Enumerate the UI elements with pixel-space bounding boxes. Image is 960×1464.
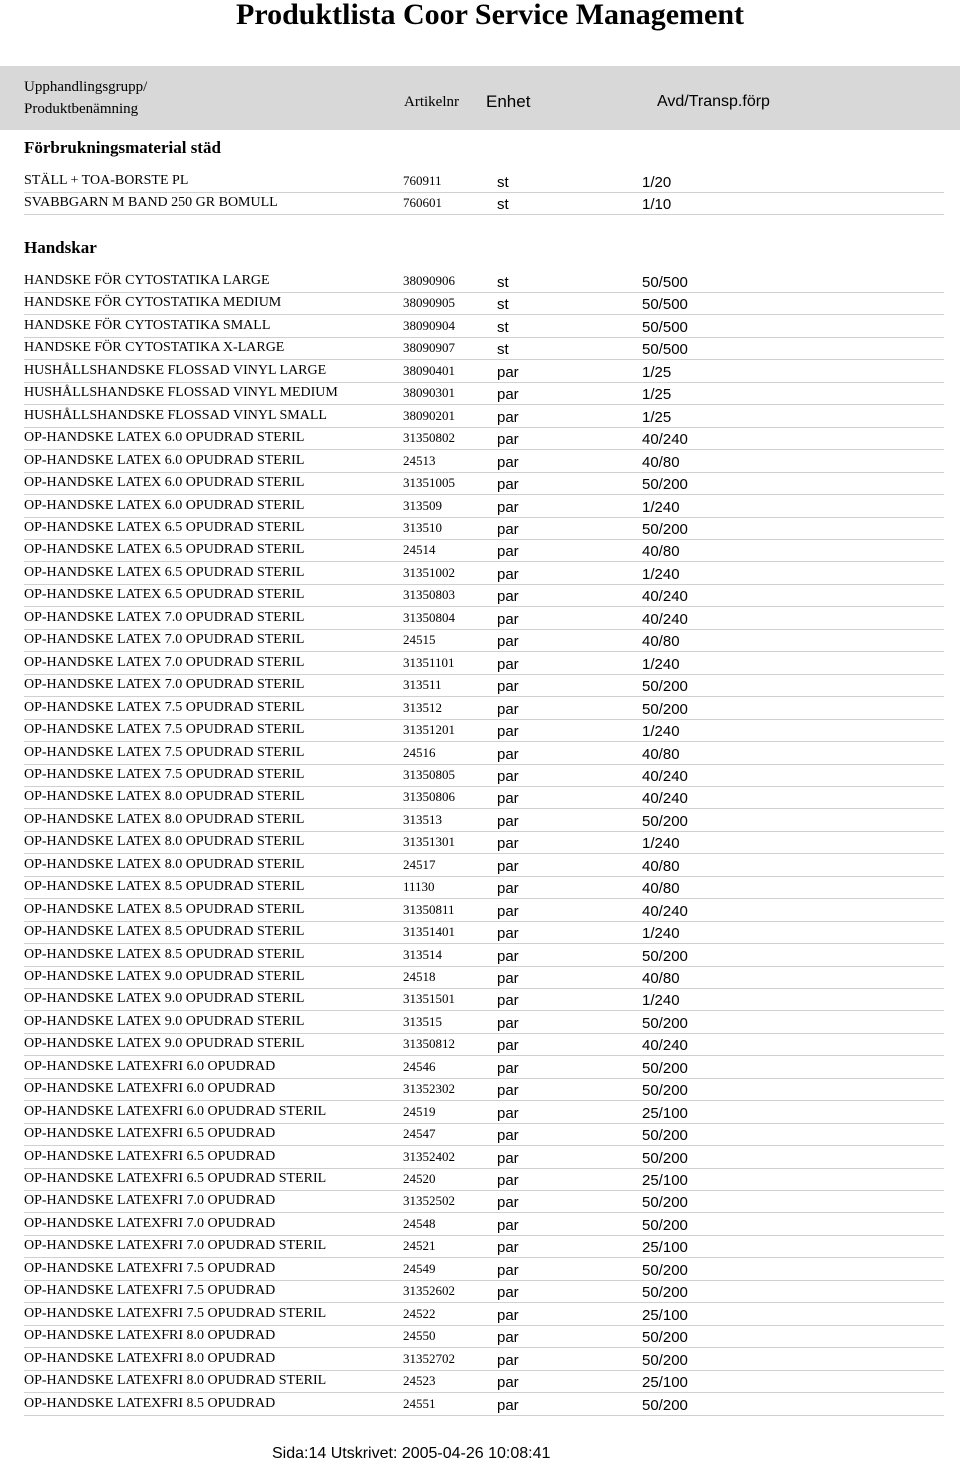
- article-number: 31352302: [403, 1081, 455, 1097]
- pack-size: 1/240: [642, 723, 680, 740]
- table-row: [24, 495, 944, 518]
- unit: par: [497, 655, 519, 673]
- unit: par: [497, 1396, 519, 1414]
- pack-size: 25/100: [642, 1374, 688, 1391]
- article-number: 313509: [403, 497, 442, 513]
- article-number: 31352602: [403, 1283, 455, 1299]
- unit: par: [497, 521, 519, 538]
- product-name: OP-HANDSKE LATEX 6.5 OPUDRAD STERIL: [24, 564, 305, 580]
- pack-size: 50/200: [642, 1127, 688, 1145]
- table-row: [24, 966, 944, 989]
- product-name: HUSHÅLLSHANDSKE FLOSSAD VINYL SMALL: [24, 407, 327, 423]
- product-name: OP-HANDSKE LATEXFRI 6.0 OPUDRAD: [24, 1058, 276, 1074]
- table-row: [24, 539, 944, 562]
- unit: par: [497, 969, 519, 987]
- article-number: 31350802: [403, 430, 455, 446]
- pack-size: 40/80: [642, 543, 680, 561]
- pack-size: 1/25: [642, 363, 672, 381]
- product-name: OP-HANDSKE LATEX 6.0 OPUDRAD STERIL: [24, 452, 305, 468]
- pack-size: 40/80: [642, 880, 680, 898]
- product-name: OP-HANDSKE LATEXFRI 6.5 OPUDRAD: [24, 1126, 276, 1142]
- pack-size: 50/200: [642, 1014, 688, 1032]
- table-row: [24, 944, 944, 967]
- table-row: [24, 1370, 944, 1393]
- table-row: [24, 270, 944, 293]
- product-name: OP-HANDSKE LATEX 9.0 OPUDRAD STERIL: [24, 968, 305, 984]
- article-number: 31351301: [403, 834, 455, 850]
- product-name: OP-HANDSKE LATEXFRI 7.0 OPUDRAD: [24, 1193, 276, 1209]
- unit: st: [497, 341, 509, 359]
- product-name: OP-HANDSKE LATEX 6.5 OPUDRAD STERIL: [24, 542, 305, 558]
- pack-size: 50/200: [642, 1351, 688, 1369]
- table-row: [24, 1190, 944, 1213]
- pack-size: 40/240: [642, 610, 688, 628]
- table-row: [24, 786, 944, 809]
- pack-size: 25/100: [642, 1104, 688, 1122]
- product-name: OP-HANDSKE LATEX 8.0 OPUDRAD STERIL: [24, 811, 305, 827]
- table-row: [24, 1078, 944, 1101]
- pack-size: 50/500: [642, 341, 688, 359]
- table-row: [24, 1280, 944, 1303]
- pack-size: 40/240: [642, 902, 688, 920]
- article-number: 31350803: [403, 587, 455, 603]
- product-name: OP-HANDSKE LATEX 8.5 OPUDRAD STERIL: [24, 879, 305, 895]
- unit: par: [497, 1082, 519, 1100]
- unit: par: [497, 1194, 519, 1212]
- pack-size: 50/200: [642, 1149, 688, 1167]
- article-number: 760911: [403, 173, 442, 188]
- article-number: 24522: [403, 1305, 436, 1321]
- table-row: [24, 742, 944, 765]
- article-number: 31352702: [403, 1350, 455, 1366]
- pack-size: 50/200: [642, 947, 688, 965]
- table-row: [24, 1101, 944, 1124]
- unit: par: [497, 947, 519, 965]
- pack-size: 1/240: [642, 498, 680, 516]
- table-row: [24, 517, 944, 540]
- product-name: HANDSKE FÖR CYTOSTATIKA SMALL: [24, 317, 271, 333]
- unit: par: [497, 925, 519, 942]
- product-name: SVABBGARN M BAND 250 GR BOMULL: [24, 195, 278, 211]
- article-number: 313512: [403, 699, 442, 715]
- article-number: 31351401: [403, 924, 455, 939]
- pack-size: 50/200: [642, 1216, 688, 1234]
- product-name: OP-HANDSKE LATEX 8.0 OPUDRAD STERIL: [24, 856, 305, 872]
- product-name: OP-HANDSKE LATEXFRI 7.5 OPUDRAD: [24, 1283, 276, 1299]
- pack-size: 25/100: [642, 1172, 688, 1189]
- product-name: OP-HANDSKE LATEX 7.0 OPUDRAD STERIL: [24, 609, 305, 625]
- unit: par: [497, 1261, 519, 1279]
- pack-size: 25/100: [642, 1306, 688, 1324]
- unit: par: [497, 1127, 519, 1145]
- article-number: 38090905: [403, 295, 455, 311]
- header-group-line2: Produktbenämning: [24, 101, 139, 117]
- pack-size: 50/500: [642, 296, 688, 314]
- product-name: OP-HANDSKE LATEXFRI 7.5 OPUDRAD STERIL: [24, 1305, 327, 1321]
- unit: st: [497, 274, 509, 291]
- product-name: OP-HANDSKE LATEX 8.5 OPUDRAD STERIL: [24, 946, 305, 962]
- unit: par: [497, 1239, 519, 1257]
- pack-size: 50/200: [642, 1194, 688, 1212]
- product-name: OP-HANDSKE LATEX 7.0 OPUDRAD STERIL: [24, 677, 305, 693]
- unit: par: [497, 1351, 519, 1369]
- product-name: OP-HANDSKE LATEX 8.5 OPUDRAD STERIL: [24, 901, 305, 917]
- table-row: [24, 584, 944, 607]
- table-row: [24, 292, 944, 315]
- pack-size: 40/80: [642, 633, 680, 651]
- unit: par: [497, 880, 519, 898]
- section-title: Förbrukningsmaterial städ: [24, 138, 221, 157]
- article-number: 24523: [403, 1373, 436, 1388]
- unit: par: [497, 633, 519, 651]
- article-number: 31351201: [403, 722, 455, 737]
- article-number: 38090201: [403, 407, 455, 423]
- table-row: [24, 1303, 944, 1326]
- article-number: 38090904: [403, 317, 455, 333]
- table-row: [24, 697, 944, 720]
- article-number: 313515: [403, 1013, 442, 1029]
- product-name: HANDSKE FÖR CYTOSTATIKA X-LARGE: [24, 340, 285, 356]
- unit: par: [497, 1104, 519, 1122]
- pack-size: 50/500: [642, 274, 688, 291]
- header-pack: Avd/Transp.förp: [657, 93, 770, 110]
- pack-size: 1/240: [642, 565, 680, 583]
- pack-size: 40/240: [642, 431, 688, 449]
- header-group-line1: Upphandlingsgrupp/: [24, 79, 148, 95]
- unit: par: [497, 992, 519, 1010]
- product-name: OP-HANDSKE LATEX 6.0 OPUDRAD STERIL: [24, 475, 305, 490]
- product-name: OP-HANDSKE LATEX 9.0 OPUDRAD STERIL: [24, 1036, 305, 1052]
- pack-size: 50/200: [642, 1284, 688, 1302]
- article-number: 24546: [403, 1058, 436, 1074]
- article-number: 38090907: [403, 340, 455, 356]
- article-number: 31350812: [403, 1036, 455, 1052]
- unit: par: [497, 1059, 519, 1077]
- table-row: [24, 719, 944, 742]
- article-number: 313513: [403, 811, 442, 827]
- article-number: 24547: [403, 1126, 436, 1142]
- article-number: 24514: [403, 542, 436, 558]
- table-row: [24, 607, 944, 630]
- pack-size: 50/200: [642, 1059, 688, 1077]
- product-name: HUSHÅLLSHANDSKE FLOSSAD VINYL LARGE: [24, 362, 327, 378]
- column-header-bar: [0, 66, 960, 130]
- table-row: [24, 809, 944, 832]
- unit: par: [497, 565, 519, 583]
- pack-size: 50/200: [642, 476, 688, 493]
- product-name: OP-HANDSKE LATEXFRI 6.5 OPUDRAD: [24, 1148, 276, 1164]
- article-number: 24520: [403, 1171, 436, 1186]
- table-row: [24, 1056, 944, 1079]
- unit: par: [497, 835, 519, 853]
- article-number: 24519: [403, 1103, 436, 1119]
- product-name: OP-HANDSKE LATEX 6.0 OPUDRAD STERIL: [24, 497, 305, 513]
- unit: par: [497, 453, 519, 471]
- article-number: 38090301: [403, 385, 455, 401]
- unit: par: [497, 790, 519, 808]
- article-number: 31351101: [403, 654, 455, 670]
- pack-size: 50/200: [642, 700, 688, 718]
- product-name: OP-HANDSKE LATEXFRI 7.0 OPUDRAD STERIL: [24, 1238, 327, 1254]
- product-name: OP-HANDSKE LATEX 9.0 OPUDRAD STERIL: [24, 991, 305, 1007]
- product-name: OP-HANDSKE LATEXFRI 6.5 OPUDRAD STERIL: [24, 1171, 327, 1186]
- table-row: [24, 854, 944, 877]
- table-row: [24, 831, 944, 854]
- unit: par: [497, 1149, 519, 1167]
- article-number: 31350806: [403, 789, 455, 805]
- pack-size: 40/240: [642, 790, 688, 808]
- table-row: [24, 450, 944, 473]
- table-row: [24, 562, 944, 585]
- article-number: 24518: [403, 968, 436, 984]
- unit: par: [497, 1374, 519, 1391]
- pack-size: 1/25: [642, 408, 672, 426]
- article-number: 11130: [403, 879, 435, 895]
- article-number: 31350804: [403, 609, 455, 625]
- pack-size: 1/10: [642, 196, 672, 214]
- pack-size: 50/200: [642, 1261, 688, 1279]
- product-name: OP-HANDSKE LATEXFRI 8.5 OPUDRAD: [24, 1395, 276, 1411]
- page-footer: Sida:14 Utskrivet: 2005-04-26 10:08:41: [272, 1445, 551, 1462]
- unit: par: [497, 902, 519, 920]
- product-name: OP-HANDSKE LATEX 8.5 OPUDRAD STERIL: [24, 924, 305, 939]
- section-title: Handskar: [24, 238, 97, 257]
- unit: par: [497, 543, 519, 561]
- unit: par: [497, 431, 519, 449]
- article-number: 313510: [403, 520, 442, 535]
- table-row: [24, 192, 944, 215]
- article-number: 760601: [403, 195, 442, 211]
- pack-size: 40/80: [642, 745, 680, 763]
- article-number: 38090906: [403, 273, 455, 288]
- pack-size: 50/200: [642, 1396, 688, 1414]
- unit: par: [497, 498, 519, 516]
- article-number: 38090401: [403, 362, 455, 378]
- table-row: [24, 1146, 944, 1169]
- header-group-label: [24, 76, 147, 120]
- article-number: 24516: [403, 744, 436, 760]
- unit: par: [497, 363, 519, 381]
- pack-size: 1/20: [642, 174, 672, 191]
- unit: par: [497, 476, 519, 493]
- product-name: STÄLL + TOA-BORSTE PL: [24, 173, 189, 188]
- table-row: [24, 360, 944, 383]
- article-number: 24513: [403, 452, 436, 468]
- table-row: [24, 427, 944, 450]
- article-number: 24517: [403, 856, 436, 872]
- product-name: HUSHÅLLSHANDSKE FLOSSAD VINYL MEDIUM: [24, 385, 338, 401]
- unit: par: [497, 857, 519, 875]
- pack-size: 40/80: [642, 453, 680, 471]
- article-number: 31352402: [403, 1148, 455, 1164]
- table-row: [24, 1011, 944, 1034]
- unit: st: [497, 196, 509, 214]
- unit: par: [497, 408, 519, 426]
- pack-size: 40/80: [642, 857, 680, 875]
- unit: par: [497, 1306, 519, 1324]
- pack-size: 50/200: [642, 678, 688, 696]
- product-name: OP-HANDSKE LATEX 7.5 OPUDRAD STERIL: [24, 722, 305, 737]
- table-row: [24, 405, 944, 428]
- product-name: OP-HANDSKE LATEX 7.5 OPUDRAD STERIL: [24, 744, 305, 760]
- table-row: [24, 472, 944, 495]
- table-row: [24, 652, 944, 675]
- table-row: [24, 1325, 944, 1348]
- article-number: 31351005: [403, 475, 455, 490]
- pack-size: 1/240: [642, 925, 680, 942]
- table-row: [24, 170, 944, 193]
- pack-size: 1/240: [642, 992, 680, 1010]
- pack-size: 40/240: [642, 767, 688, 785]
- unit: st: [497, 296, 509, 314]
- article-number: 24515: [403, 632, 436, 648]
- unit: par: [497, 1284, 519, 1302]
- product-name: OP-HANDSKE LATEXFRI 6.0 OPUDRAD STERIL: [24, 1103, 327, 1119]
- table-row: [24, 899, 944, 922]
- table-row: [24, 674, 944, 697]
- table-row: [24, 629, 944, 652]
- pack-size: 40/240: [642, 1037, 688, 1055]
- product-name: OP-HANDSKE LATEX 7.5 OPUDRAD STERIL: [24, 699, 305, 715]
- unit: par: [497, 610, 519, 628]
- article-number: 31351002: [403, 564, 455, 580]
- unit: par: [497, 700, 519, 718]
- product-name: OP-HANDSKE LATEX 7.0 OPUDRAD STERIL: [24, 654, 305, 670]
- article-number: 24521: [403, 1238, 436, 1254]
- table-row: [24, 337, 944, 360]
- product-name: OP-HANDSKE LATEXFRI 7.5 OPUDRAD: [24, 1260, 276, 1276]
- table-row: [24, 1213, 944, 1236]
- unit: par: [497, 1014, 519, 1032]
- unit: par: [497, 767, 519, 785]
- pack-size: 1/25: [642, 386, 672, 404]
- unit: par: [497, 1172, 519, 1189]
- pack-size: 40/240: [642, 588, 688, 606]
- unit: par: [497, 812, 519, 830]
- product-name: HANDSKE FÖR CYTOSTATIKA LARGE: [24, 273, 270, 288]
- table-row: [24, 1393, 944, 1416]
- product-name: OP-HANDSKE LATEX 7.5 OPUDRAD STERIL: [24, 766, 305, 782]
- pack-size: 50/200: [642, 1329, 688, 1347]
- table-row: [24, 315, 944, 338]
- pack-size: 50/200: [642, 812, 688, 830]
- page-title: Produktlista Coor Service Management: [236, 0, 744, 31]
- product-name: OP-HANDSKE LATEX 6.5 OPUDRAD STERIL: [24, 520, 305, 535]
- unit: st: [497, 318, 509, 336]
- unit: par: [497, 723, 519, 740]
- article-number: 24551: [403, 1395, 436, 1411]
- product-name: OP-HANDSKE LATEX 9.0 OPUDRAD STERIL: [24, 1013, 305, 1029]
- product-name: OP-HANDSKE LATEXFRI 8.0 OPUDRAD: [24, 1328, 276, 1344]
- table-row: [24, 921, 944, 944]
- article-number: 24548: [403, 1215, 436, 1231]
- product-name: OP-HANDSKE LATEX 6.5 OPUDRAD STERIL: [24, 587, 305, 603]
- unit: par: [497, 386, 519, 404]
- table-row: [24, 382, 944, 405]
- article-number: 313514: [403, 946, 442, 962]
- header-article: Artikelnr: [404, 94, 459, 110]
- unit: par: [497, 1037, 519, 1055]
- pack-size: 50/200: [642, 521, 688, 538]
- unit: par: [497, 678, 519, 696]
- product-name: OP-HANDSKE LATEX 8.0 OPUDRAD STERIL: [24, 789, 305, 805]
- product-name: OP-HANDSKE LATEXFRI 6.0 OPUDRAD: [24, 1081, 276, 1097]
- article-number: 24550: [403, 1328, 436, 1344]
- product-name: OP-HANDSKE LATEX 6.0 OPUDRAD STERIL: [24, 430, 305, 446]
- product-name: OP-HANDSKE LATEX 8.0 OPUDRAD STERIL: [24, 834, 305, 850]
- unit: par: [497, 745, 519, 763]
- unit: st: [497, 174, 509, 191]
- pack-size: 50/200: [642, 1082, 688, 1100]
- table-row: [24, 1168, 944, 1191]
- table-row: [24, 1348, 944, 1371]
- table-row: [24, 1123, 944, 1146]
- article-number: 31352502: [403, 1193, 455, 1209]
- unit: par: [497, 588, 519, 606]
- header-unit: Enhet: [486, 92, 531, 111]
- table-row: [24, 1258, 944, 1281]
- table-row: [24, 1235, 944, 1258]
- product-name: OP-HANDSKE LATEX 7.0 OPUDRAD STERIL: [24, 632, 305, 648]
- article-number: 313511: [403, 677, 442, 693]
- product-name: HANDSKE FÖR CYTOSTATIKA MEDIUM: [24, 295, 282, 311]
- pack-size: 25/100: [642, 1239, 688, 1257]
- product-name: OP-HANDSKE LATEXFRI 8.0 OPUDRAD STERIL: [24, 1373, 327, 1388]
- article-number: 24549: [403, 1260, 436, 1276]
- pack-size: 1/240: [642, 835, 680, 853]
- article-number: 31350805: [403, 766, 455, 782]
- table-row: [24, 1033, 944, 1056]
- product-name: OP-HANDSKE LATEXFRI 7.0 OPUDRAD: [24, 1215, 276, 1231]
- product-name: OP-HANDSKE LATEXFRI 8.0 OPUDRAD: [24, 1350, 276, 1366]
- article-number: 31350811: [403, 901, 455, 917]
- unit: par: [497, 1216, 519, 1234]
- table-row: [24, 876, 944, 899]
- unit: par: [497, 1329, 519, 1347]
- pack-size: 1/240: [642, 655, 680, 673]
- article-number: 31351501: [403, 991, 455, 1007]
- pack-size: 50/500: [642, 318, 688, 336]
- table-row: [24, 988, 944, 1011]
- pack-size: 40/80: [642, 969, 680, 987]
- table-row: [24, 764, 944, 787]
